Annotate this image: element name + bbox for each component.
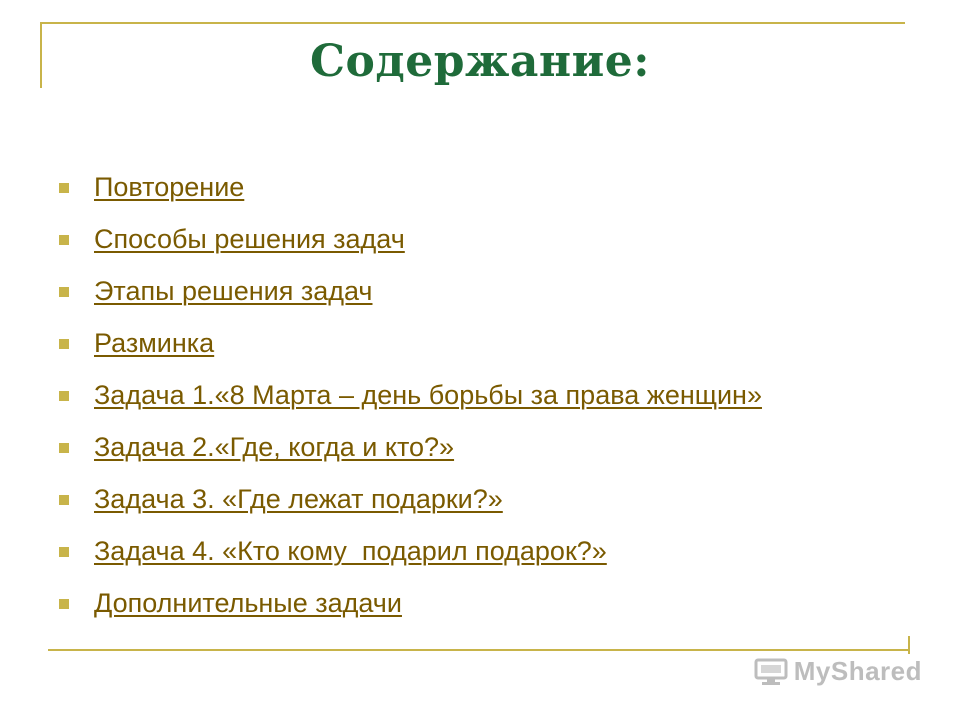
toc-link-task-3[interactable]: Задача 3. «Где лежат подарки?» [94, 484, 503, 514]
list-item [58, 536, 818, 571]
square-bullet-icon [59, 391, 69, 401]
list-item [58, 588, 818, 623]
toc-link-task-2[interactable]: Задача 2.«Где, когда и кто?» [94, 432, 455, 462]
square-bullet-icon [59, 547, 69, 557]
frame-bottom-line [48, 649, 910, 651]
watermark-text: MyShared [793, 656, 922, 686]
square-bullet-icon [59, 235, 69, 245]
monitor-icon [754, 658, 788, 686]
list-item [58, 276, 818, 311]
table-of-contents [58, 172, 818, 640]
toc-link-povtorenie[interactable]: Повторение [94, 172, 245, 202]
square-bullet-icon [59, 599, 69, 609]
frame-top-line [40, 22, 905, 24]
list-item [58, 172, 818, 207]
list-item [58, 432, 818, 467]
square-bullet-icon [59, 339, 69, 349]
toc-link-razminka[interactable]: Разминка [94, 328, 215, 358]
square-bullet-icon [59, 495, 69, 505]
square-bullet-icon [59, 183, 69, 193]
toc-link-extra-tasks[interactable]: Дополнительные задачи [94, 588, 402, 618]
page-title: Содержание: [310, 36, 650, 87]
toc-link-task-1[interactable]: Задача 1.«8 Марта – день борьбы за права женщин» [94, 380, 762, 410]
watermark-logo [754, 656, 922, 687]
square-bullet-icon [59, 287, 69, 297]
list-item [58, 224, 818, 259]
list-item [58, 484, 818, 519]
list-item [58, 328, 818, 363]
toc-link-task-4[interactable]: Задача 4. «Кто кому подарил подарок?» [94, 536, 607, 566]
square-bullet-icon [59, 443, 69, 453]
toc-link-etapy[interactable]: Этапы решения задач [94, 276, 373, 306]
frame-right-line [908, 636, 910, 654]
toc-link-sposoby[interactable]: Способы решения задач [94, 224, 405, 254]
list-item [58, 380, 818, 415]
